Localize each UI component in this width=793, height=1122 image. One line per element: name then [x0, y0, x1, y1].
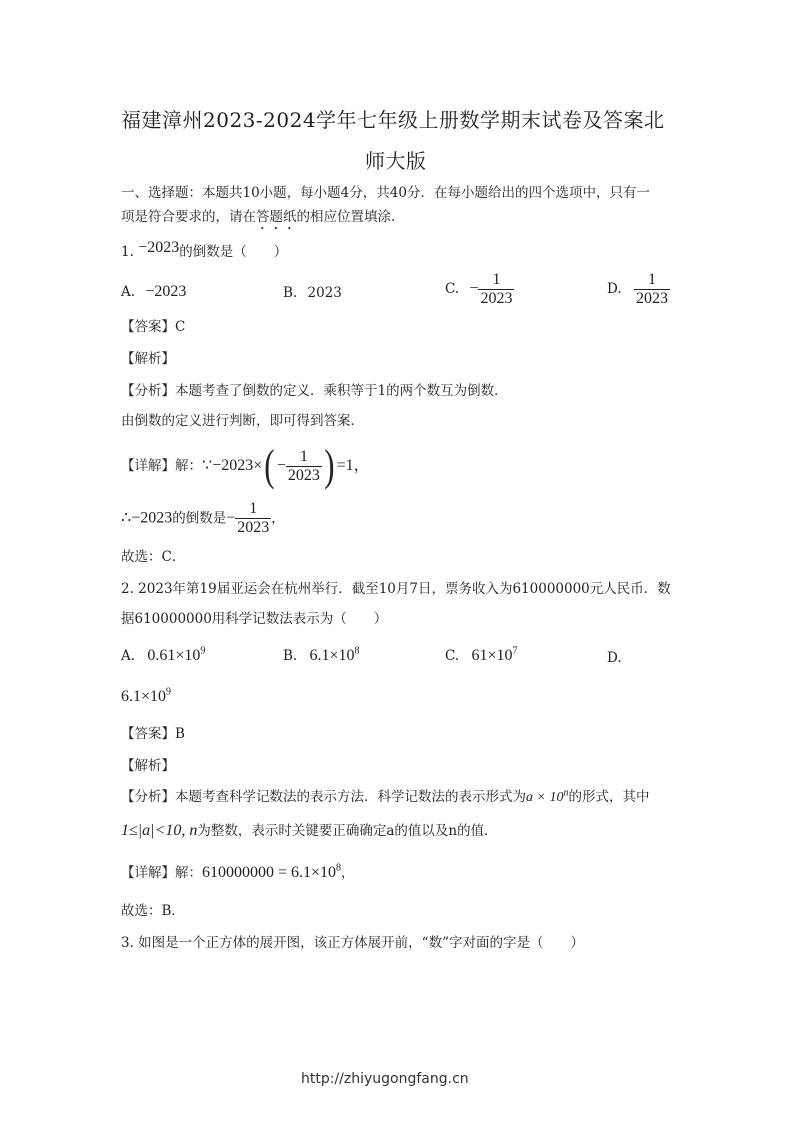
q2-analysis: [121, 788, 649, 807]
minus-sign: −: [276, 457, 286, 474]
left-paren: (: [264, 441, 275, 490]
math-expression: [202, 864, 341, 881]
option-value: 2023: [307, 285, 342, 301]
q2-choose: 故选：B．: [121, 903, 185, 919]
section-instructions-line1: 一、选择题：本题共10小题，每小题4分，共40分．在每小题给出的四个选项中，只有一: [121, 185, 650, 201]
q1-answer: 【答案】C: [121, 319, 186, 335]
fraction-denominator: 2023: [287, 466, 320, 484]
option-exponent: 8: [354, 645, 360, 657]
document-title-line2: 师大版: [365, 149, 427, 173]
q1-therefore-line: [121, 500, 285, 537]
q1-detailed-solution: [121, 441, 370, 490]
therefore-end: ，: [271, 510, 285, 527]
fraction-numerator: 1: [299, 447, 308, 465]
option-label: B.: [283, 285, 298, 301]
expr-exponent: n: [563, 787, 569, 799]
option-exponent: 7: [512, 645, 518, 657]
q1-jiexi-heading: 【解析】: [121, 351, 175, 367]
section-instructions-line2: [121, 208, 405, 233]
q2-option-a: [121, 647, 205, 665]
fraction-numerator: 1: [249, 500, 258, 517]
fraction-numerator: 1: [647, 271, 656, 288]
option-base: 6.1×10: [309, 647, 355, 664]
q1-analysis: 【分析】本题考查了倒数的定义．乘积等于1的两个数互为倒数．: [121, 383, 508, 399]
expr-exponent: 8: [336, 862, 342, 874]
footer-url[interactable]: http://zhiyugongfang.cn: [301, 1071, 469, 1087]
math-expression: [526, 787, 569, 805]
fraction: [634, 271, 670, 308]
option-label: C.: [445, 648, 460, 664]
analysis-text-end: 的形式，其中: [568, 789, 650, 805]
q1-option-b: [283, 284, 342, 302]
option-base: 0.61×10: [147, 647, 201, 664]
document-title-line1: 福建漳州2023-2024学年七年级上册数学期末试卷及答案北: [121, 108, 665, 132]
q2-option-b: [283, 647, 360, 665]
question-number: 1.: [121, 244, 134, 260]
detail-label: 【详解】解：: [121, 458, 202, 474]
fraction-numerator: 1: [492, 271, 501, 288]
q2-option-d-value: [121, 688, 171, 706]
q2-answer: 【答案】B: [121, 726, 185, 742]
question-2-stem-line1: 2. 2023年第19届亚运会在杭州举行．截至10月7日，票务收入为610000000元人民币．数: [121, 581, 671, 597]
option-value: [121, 688, 171, 705]
condition-text: 为整数，表示时关键要正确确定a的值以及n的值．: [197, 823, 498, 839]
q2-option-d-label: D.: [607, 650, 622, 666]
question-text: 的倒数是（ ）: [179, 244, 288, 260]
detail-end: ，: [341, 865, 355, 881]
therefore-symbol: ∴: [121, 509, 132, 527]
option-label: C.: [445, 281, 460, 297]
fraction: [286, 448, 322, 485]
right-paren: ): [324, 441, 335, 490]
q1-choose: 故选：C．: [121, 549, 186, 565]
option-label: D.: [607, 281, 622, 297]
option-value: [310, 647, 360, 664]
instructions-text-b: 的相应位置填涂．: [296, 209, 405, 225]
q1-option-c: [445, 271, 514, 308]
fraction-denominator: 2023: [237, 519, 270, 536]
minus-sign: −: [469, 280, 479, 297]
option-value: [147, 647, 205, 664]
math-expression: −2023×: [212, 457, 263, 474]
fraction: [478, 271, 514, 308]
question-3-stem: 3. 如图是一个正方体的展开图，该正方体展开前，“数”字对面的字是（ ）: [121, 935, 584, 951]
option-value: [471, 647, 517, 664]
equals-result: =1，: [336, 457, 370, 474]
math-expression: 1≤|a|<10, n: [121, 822, 198, 839]
question-2-stem-line2: 据610000000用科学记数法表示为（ ）: [121, 611, 388, 627]
math-expression: −2023: [138, 239, 180, 256]
because-symbol: ∵: [202, 457, 213, 474]
option-exponent: 9: [166, 686, 172, 698]
q1-option-a: [121, 283, 186, 301]
question-1-stem: [121, 239, 288, 261]
analysis-text: 【分析】本题考查科学记数法的表示方法．科学记数法的表示形式为: [121, 789, 526, 805]
q2-detailed-solution: [121, 864, 355, 882]
minus-sign: −: [226, 509, 236, 527]
expr-base: a × 10: [526, 790, 564, 805]
expr-base: 610000000 = 6.1×10: [202, 864, 337, 881]
q1-analysis-2: 由倒数的定义进行判断，即可得到答案．: [121, 413, 364, 429]
math-expression: −2023: [131, 509, 173, 527]
q2-option-c: [445, 647, 517, 665]
fraction-denominator: 2023: [635, 290, 668, 307]
option-label: A.: [121, 648, 136, 664]
therefore-text: 的倒数是: [172, 510, 227, 527]
detail-label: 【详解】解：: [121, 865, 202, 881]
q1-option-d: [607, 271, 670, 308]
option-label: A.: [121, 284, 136, 300]
option-value: −2023: [145, 283, 187, 300]
option-base: 6.1×10: [121, 688, 167, 705]
fraction-denominator: 2023: [480, 290, 513, 307]
option-base: 61×10: [471, 647, 513, 664]
q2-jiexi-heading: 【解析】: [121, 758, 175, 774]
instructions-emphasis: 答题纸: [256, 209, 297, 225]
instructions-text-a: 项是符合要求的，请在: [121, 209, 256, 225]
q2-condition: [121, 822, 498, 840]
fraction: [235, 500, 271, 537]
option-exponent: 9: [200, 645, 206, 657]
option-label: B.: [283, 648, 298, 664]
